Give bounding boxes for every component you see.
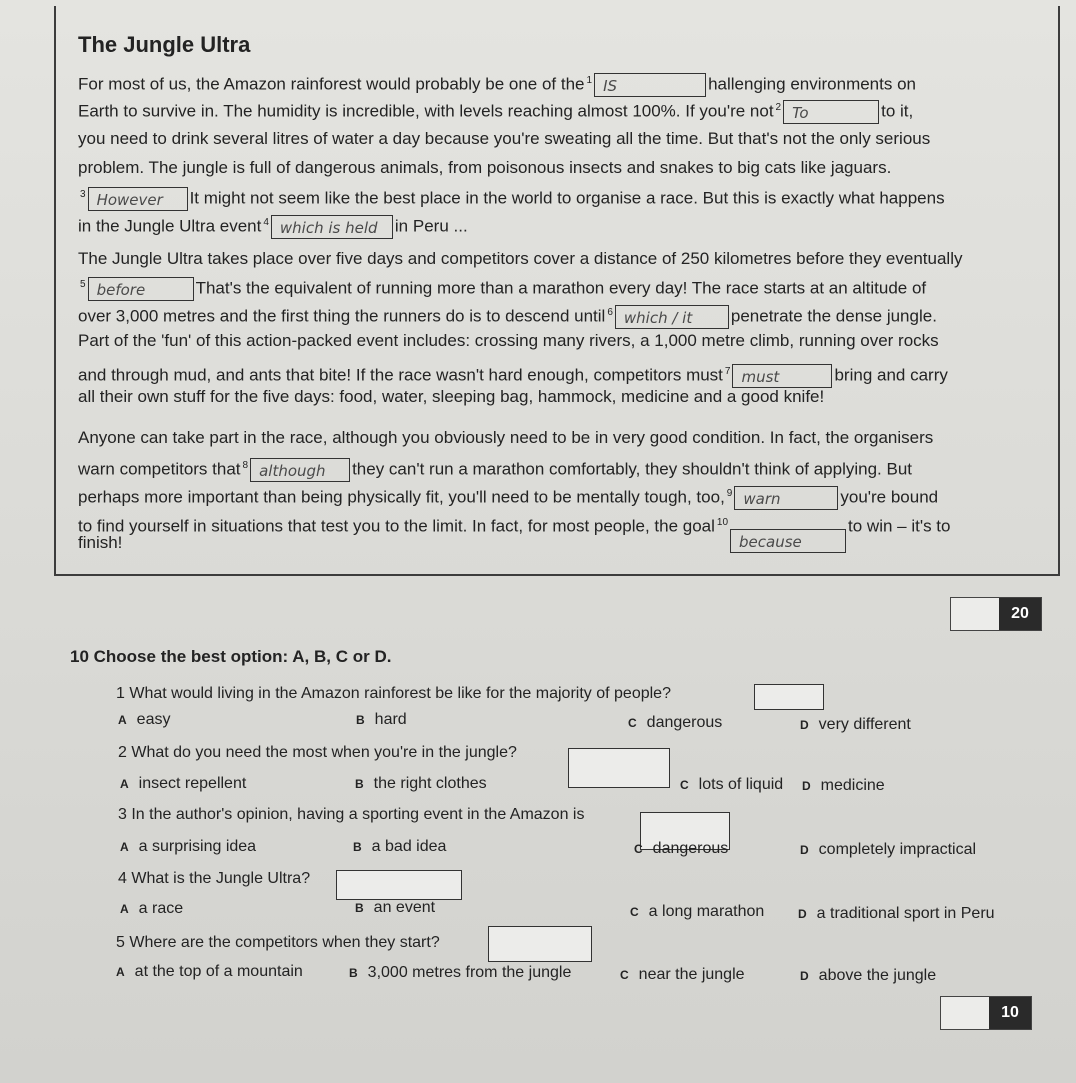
text-line: perhaps more important than being physically fit, you'll need to be mentally tough, too, $^9$ warn you're bound [78,487,939,509]
gap-9-box[interactable]: warn [734,486,838,510]
text-line: For most of us, the Amazon rainforest would probably be one of the $^1$ IS hallenging environments on [78,74,916,96]
gap-7-box[interactable]: must [732,364,832,388]
text-line: $^5$ before That's the equivalent of running more than a marathon every day! The race starts at an altitude of [80,278,927,300]
option-4d[interactable]: D a traditional sport in Peru [798,905,995,922]
text-line: $^3$ However It might not seem like the best place in the world to organise a race. But this is exactly what happens [80,188,945,210]
option-2c[interactable]: C lots of liquid [680,776,784,793]
gap-4-box[interactable]: which is held [271,215,393,239]
option-5a[interactable]: A at the top of a mountain [116,963,303,980]
option-3c[interactable]: C dangerous [634,840,729,857]
option-2b[interactable]: B the right clothes [355,775,487,792]
question-1: 1 What would living in the Amazon rainforest be like for the majority of people? [116,685,671,702]
score-total: 10 [989,997,1031,1029]
exercise-title: 10 Choose the best option: A, B, C or D. [70,647,392,666]
text-line: Anyone can take part in the race, although you obviously need to be in very good condition. In fact, the organisers [78,428,934,447]
gap-10-box[interactable]: because [730,529,846,553]
text-line: you need to drink several litres of water a day because you're sweating all the time. But that's not the only serious [78,129,931,148]
option-2d[interactable]: D medicine [802,777,885,794]
option-3b[interactable]: B a bad idea [353,838,447,855]
option-3a[interactable]: A a surprising idea [120,838,257,855]
score-blank[interactable] [941,997,989,1029]
option-2a[interactable]: A insect repellent [120,775,247,792]
option-4c[interactable]: C a long marathon [630,903,765,920]
score-blank[interactable] [951,598,999,630]
option-5c[interactable]: C near the jungle [620,966,745,983]
question-2: 2 What do you need the most when you're in the jungle? [118,744,517,761]
text-line: The Jungle Ultra takes place over five days and competitors cover a distance of 250 kilometres before they eventually [78,249,963,268]
answer-box-5[interactable] [488,926,592,962]
option-1d[interactable]: D very different [800,716,911,733]
answer-box-1[interactable] [754,684,824,710]
text-line: over 3,000 metres and the first thing the runners do is to descend until $^6$ which / it penetrate the dense jungle. [78,306,937,328]
text-line: to find yourself in situations that test you to the limit. In fact, for most people, the goal $^{10}$ because to win – it's to [78,516,951,552]
text-line: in the Jungle Ultra event $^4$ which is held in Peru ... [78,216,468,238]
gap-3-box[interactable]: However [88,187,188,211]
option-5b[interactable]: B 3,000 metres from the jungle [349,964,572,981]
answer-box-4[interactable] [336,870,462,900]
option-1a[interactable]: A easy [118,711,171,728]
gap-8-box[interactable]: although [250,458,350,482]
question-5: 5 Where are the competitors when they start? [116,934,440,951]
text-line: and through mud, and ants that bite! If the race wasn't hard enough, competitors must $^7$ must bring and carry [78,365,948,387]
question-3: 3 In the author's opinion, having a sporting event in the Amazon is [118,806,585,823]
reading-title: The Jungle Ultra [78,32,251,57]
text-line: problem. The jungle is full of dangerous animals, from poisonous insects and snakes to big cats like jaguars. [78,158,892,177]
text-line: finish! [78,533,123,552]
score-box-reading [950,597,1042,631]
score-box-questions [940,996,1032,1030]
gap-6-box[interactable]: which / it [615,305,729,329]
text-line: Part of the 'fun' of this action-packed event includes: crossing many rivers, a 1,000 metre climb, running over rocks [78,331,939,350]
text-line: Earth to survive in. The humidity is incredible, with levels reaching almost 100%. If you're not $^2$ To to it, [78,101,914,123]
gap-5-box[interactable]: before [88,277,194,301]
option-1b[interactable]: B hard [356,711,407,728]
option-4b[interactable]: B an event [355,899,436,916]
answer-box-2[interactable] [568,748,670,788]
gap-1-box[interactable]: IS [594,73,706,97]
score-total: 20 [999,598,1041,630]
question-4: 4 What is the Jungle Ultra? [118,870,311,887]
text-line: warn competitors that $^8$ although they can't run a marathon comfortably, they shouldn't think of applying. But [78,459,913,481]
text-line: all their own stuff for the five days: food, water, sleeping bag, hammock, medicine and a good knife! [78,387,825,406]
gap-2-box[interactable]: To [783,100,879,124]
option-4a[interactable]: A a race [120,900,184,917]
option-1c[interactable]: C dangerous [628,714,723,731]
option-5d[interactable]: D above the jungle [800,967,937,984]
option-3d[interactable]: D completely impractical [800,841,977,858]
